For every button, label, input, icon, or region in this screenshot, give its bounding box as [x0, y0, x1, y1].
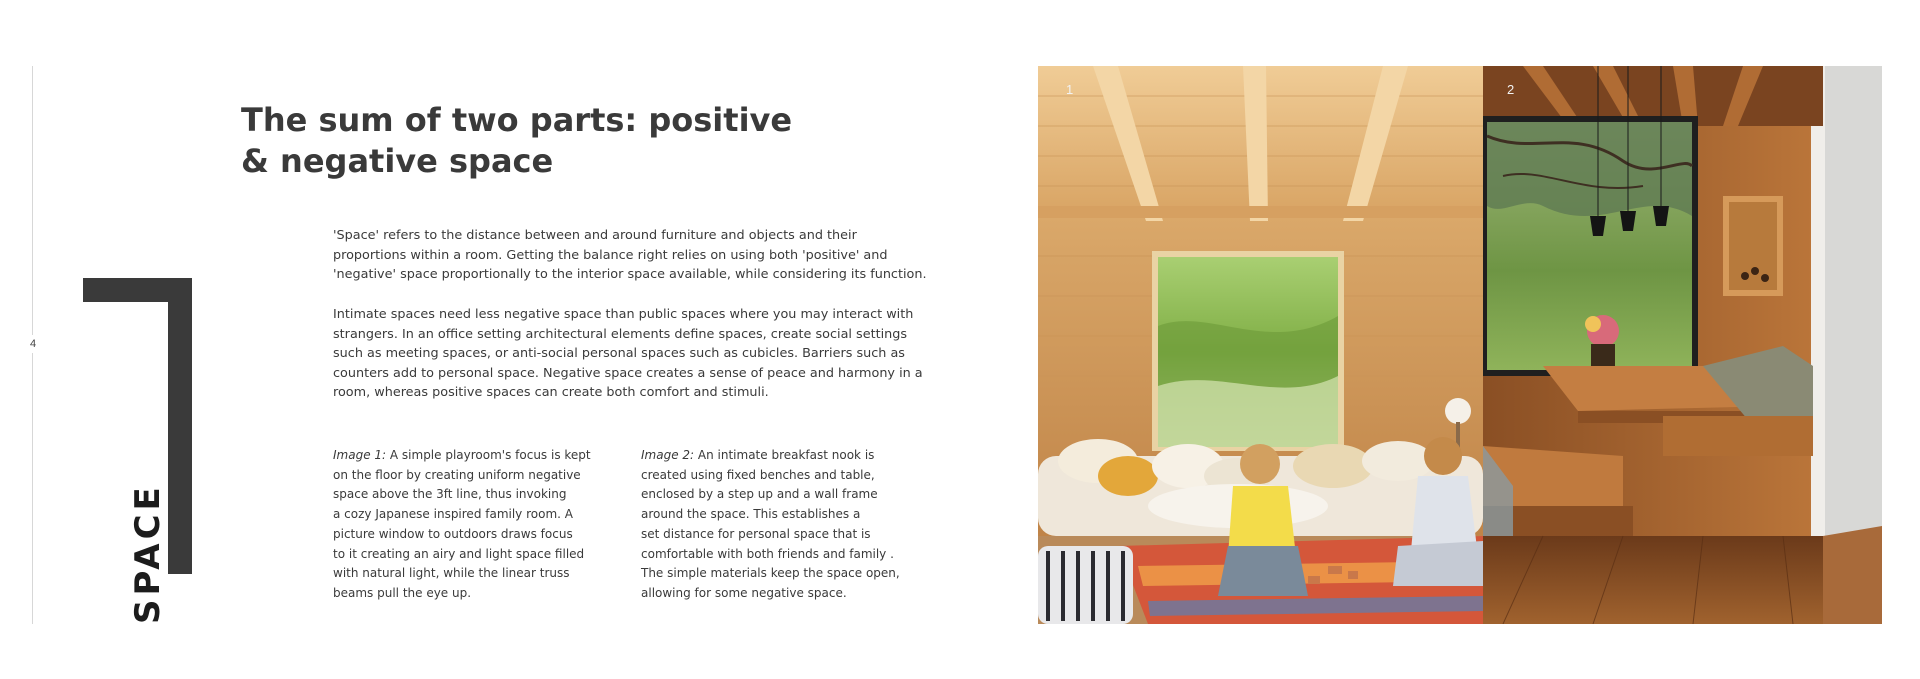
paragraph-line: strangers. In an office setting architectural elements define spaces, create social settings: [333, 326, 908, 342]
paragraph-line: 'negative' space proportionally to the interior space available, while considering its function.: [333, 267, 927, 283]
caption-text: A simple playroom's focus is kept: [386, 448, 591, 462]
caption-label: Image 1:: [333, 448, 387, 462]
section-label: SPACE: [128, 483, 168, 624]
image-1-caption: [333, 446, 633, 604]
caption-line: space above the 3ft line, thus invoking: [333, 487, 567, 502]
caption-line: on the floor by creating uniform negative: [333, 467, 581, 482]
playroom-illustration: [1038, 66, 1483, 624]
caption-line: comfortable with both friends and family .: [641, 546, 894, 561]
image-number: 2: [1507, 82, 1515, 97]
paragraph-line: such as meeting spaces, or anti-social personal spaces such as cubicles. Barriers such as: [333, 346, 905, 362]
paragraph-line: room, whereas positive spaces can create both comfort and stimuli.: [333, 385, 769, 401]
caption-text: An intimate breakfast nook is: [694, 448, 875, 462]
caption-line: around the space. This establishes a: [641, 507, 861, 522]
body-paragraph-1: [333, 226, 927, 285]
caption-line: enclosed by a step up and a wall frame: [641, 487, 878, 502]
paragraph-line: proportions within a room. Getting the balance right relies on using both 'positive' and: [333, 247, 888, 263]
paragraph-line: 'Space' refers to the distance between and around furniture and objects and their: [333, 228, 857, 243]
page-title-line-2: & negative space: [241, 142, 554, 180]
caption-line: a cozy Japanese inspired family room. A: [333, 507, 573, 522]
section-bracket-bar: [168, 278, 192, 574]
caption-line: created using fixed benches and table,: [641, 467, 875, 482]
page-title: [241, 100, 841, 182]
caption-label: Image 2:: [641, 448, 695, 462]
caption-line: set distance for personal space that is: [641, 526, 871, 541]
image-number: 1: [1066, 82, 1074, 97]
caption-line: beams pull the eye up.: [333, 585, 472, 600]
caption-line: allowing for some negative space.: [641, 585, 847, 600]
caption-line: The simple materials keep the space open,: [641, 566, 900, 581]
caption-line: picture window to outdoors draws focus: [333, 526, 573, 541]
paragraph-line: counters add to personal space. Negative space creates a sense of peace and harmony in a: [333, 365, 923, 381]
paragraph-line: Intimate spaces need less negative space than public spaces where you may interact with: [333, 307, 914, 322]
body-paragraph-2: [333, 305, 923, 403]
breakfast-nook-illustration: [1483, 66, 1882, 624]
page-title-line-1: The sum of two parts: positive: [241, 101, 793, 139]
caption-line: with natural light, while the linear truss: [333, 566, 570, 581]
image-2-caption: [641, 446, 941, 604]
breakfast-nook-photo: [1483, 66, 1882, 624]
caption-line: [641, 446, 941, 466]
playroom-photo: [1038, 66, 1483, 624]
caption-line: to it creating an airy and light space filled: [333, 546, 585, 561]
page-number: 4: [26, 335, 40, 353]
caption-line: [333, 446, 633, 466]
